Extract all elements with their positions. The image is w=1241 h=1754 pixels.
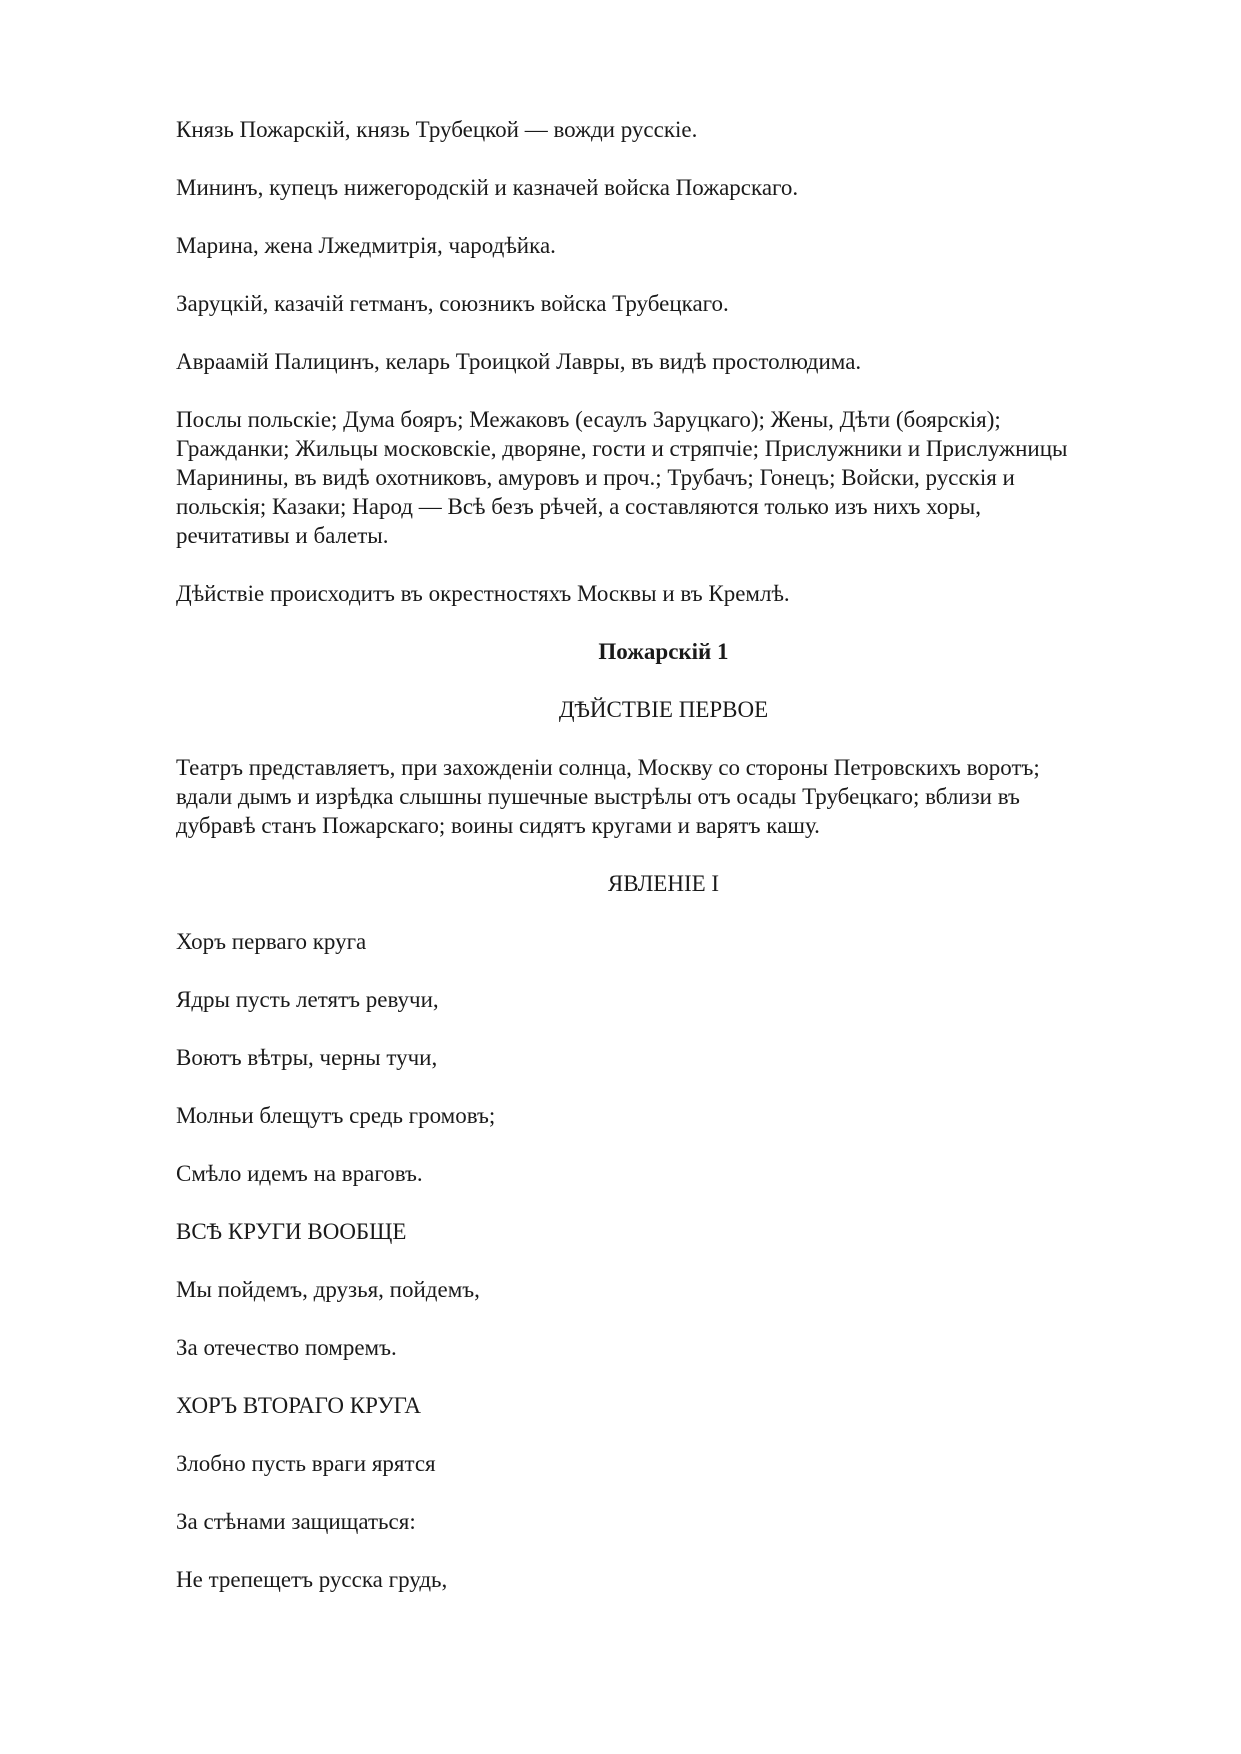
- verse-line: Не трепещетъ русска грудь,: [176, 1567, 448, 1592]
- chorus-heading: ВСѢ КРУГИ ВООБЩЕ: [176, 1219, 407, 1244]
- verse-line: За стѣнами защищаться:: [176, 1509, 416, 1534]
- character-others-line: польскія; Казаки; Народ — Всѣ безъ рѣчей, а составляются только изъ нихъ хоры,: [176, 494, 981, 519]
- character-others-line: Гражданки; Жильцы московскіе, дворяне, гости и стряпчіе; Прислужники и Прислужницы: [176, 436, 1068, 461]
- character-others-paragraph: [176, 405, 1151, 550]
- character-zarutsky: Заруцкій, казачій гетманъ, союзникъ войска Трубецкаго.: [176, 291, 729, 316]
- character-avraamy: Авраамій Палицинъ, келарь Троицкой Лавры, въ видѣ простолюдима.: [176, 349, 862, 374]
- character-marina: Марина, жена Лжедмитрія, чародѣйка.: [176, 233, 556, 258]
- stage-direction-line: вдали дымъ и изрѣдка слышны пушечные выстрѣлы отъ осады Трубецкаго; вблизи въ: [176, 784, 1020, 809]
- verse-line: За отечество помремъ.: [176, 1335, 397, 1360]
- scene-heading: ЯВЛЕНІЕ I: [607, 871, 720, 896]
- character-others-line: Маринины, въ видѣ охотниковъ, амуровъ и проч.; Трубачъ; Гонецъ; Войски, русскія и: [176, 465, 1015, 490]
- verse-line: Воютъ вѣтры, черны тучи,: [176, 1045, 438, 1070]
- stage-direction-line: дубравѣ станъ Пожарскаго; воины сидятъ кругами и варятъ кашу.: [176, 813, 820, 838]
- act-heading: ДѢЙСТВІЕ ПЕРВОЕ: [558, 697, 769, 722]
- character-pozharsky: Князь Пожарскій, князь Трубецкой — вожди русскіе.: [176, 117, 698, 142]
- stage-direction-paragraph: [176, 753, 1151, 840]
- character-others-line: речитативы и балеты.: [176, 523, 389, 548]
- verse-line: Злобно пусть враги ярятся: [176, 1451, 436, 1476]
- verse-line: Молньи блещутъ средь громовъ;: [176, 1103, 496, 1128]
- verse-line: Хоръ перваго круга: [176, 929, 367, 954]
- verse-line: Ядры пусть летятъ ревучи,: [176, 987, 439, 1012]
- character-minin: Мининъ, купецъ нижегородскій и казначей войска Пожарскаго.: [176, 175, 799, 200]
- verse-line: Смѣло идемъ на враговъ.: [176, 1161, 423, 1186]
- stage-direction-line: Театръ представляетъ, при захожденіи солнца, Москву со стороны Петровскихъ воротъ;: [176, 755, 1040, 780]
- character-others-line: Послы польскіе; Дума бояръ; Межаковъ (есаулъ Заруцкаго); Жены, Дѣти (боярскія);: [176, 407, 1001, 432]
- verse-line: Мы пойдемъ, друзья, пойдемъ,: [176, 1277, 480, 1302]
- setting-line: Дѣйствіе происходитъ въ окрестностяхъ Москвы и въ Кремлѣ.: [176, 581, 790, 606]
- chorus-heading: ХОРЪ ВТОРАГО КРУГА: [176, 1393, 422, 1418]
- play-title: Пожарскій 1: [598, 639, 729, 664]
- document-page: [176, 115, 1151, 1594]
